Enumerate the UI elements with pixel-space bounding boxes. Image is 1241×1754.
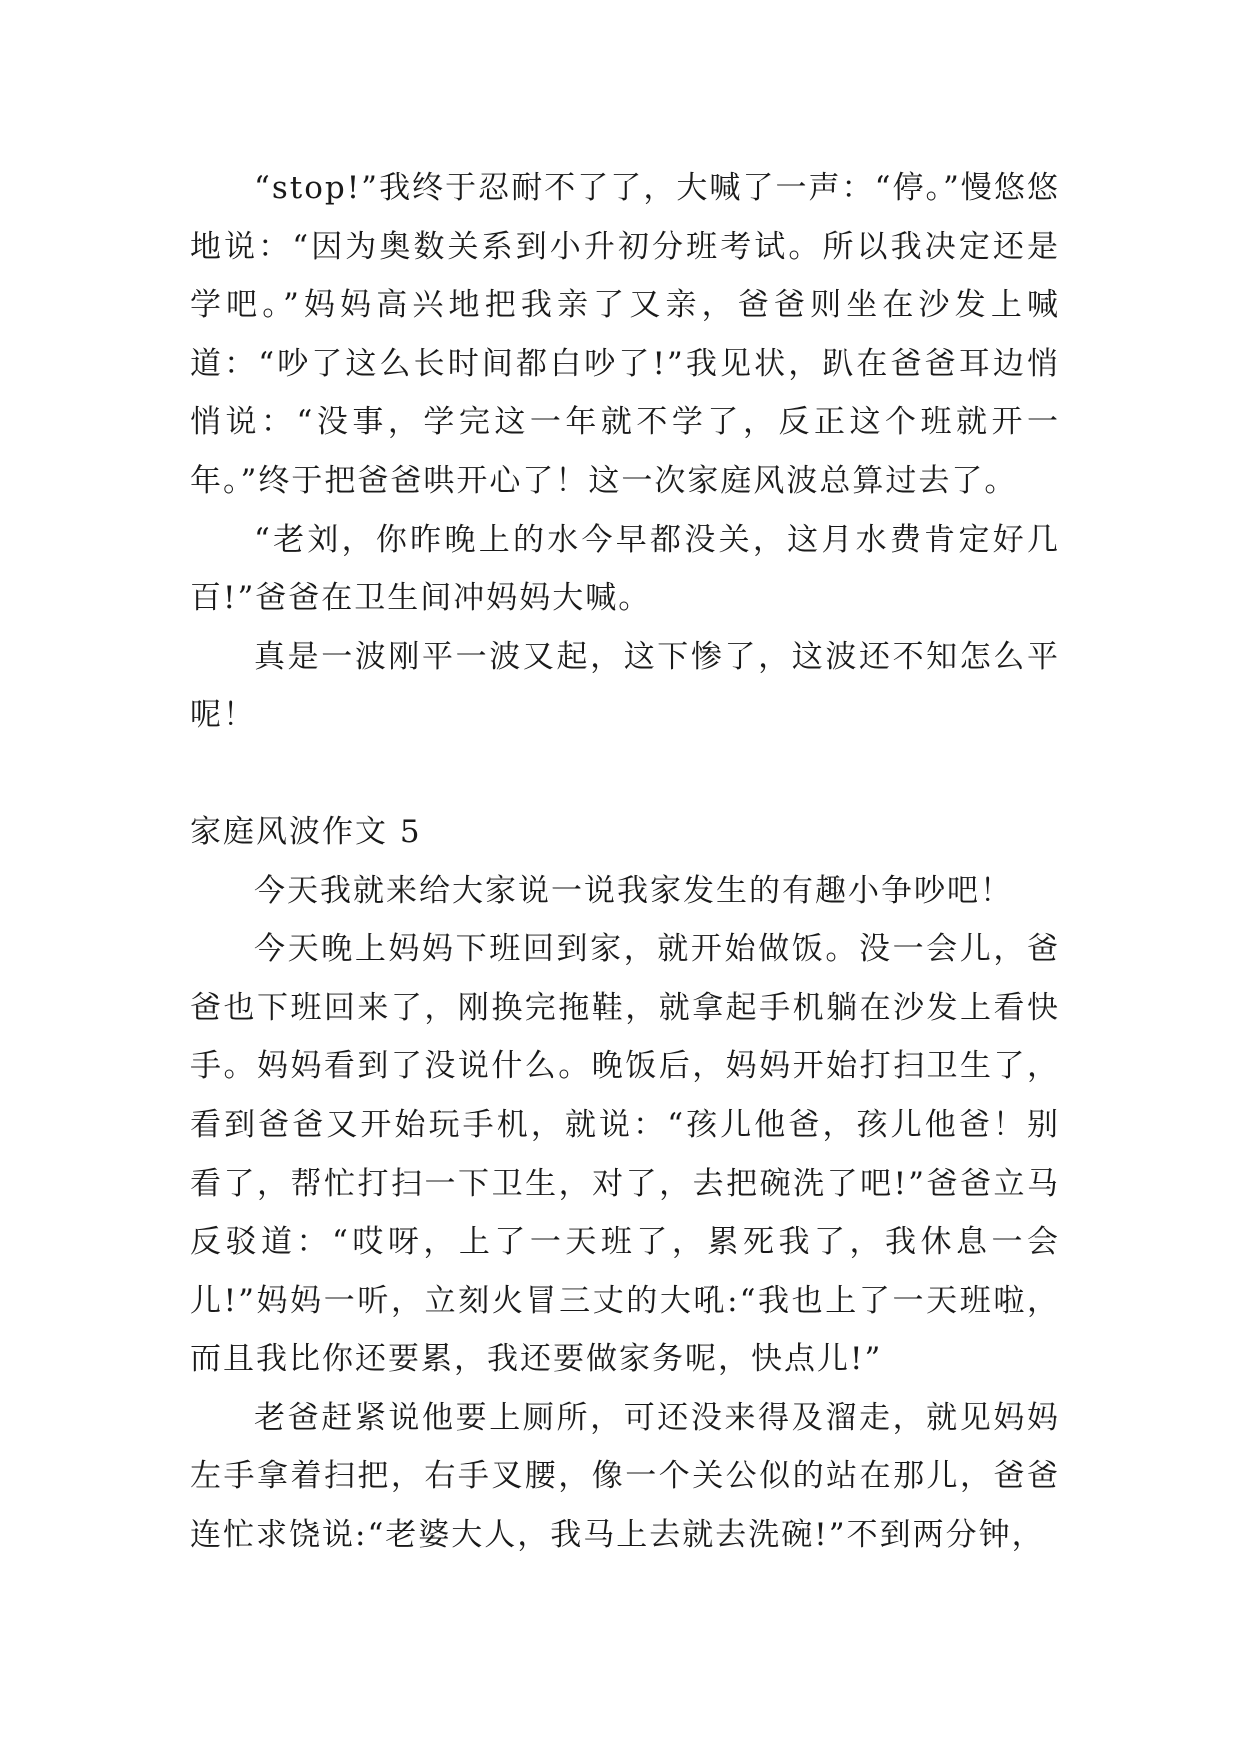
paragraph: 今天我就来给大家说一说我家发生的有趣小争吵吧！ [254,872,1013,909]
paragraph: “stop!”我终于忍耐不了了，大喊了一声：“停。”慢悠悠地说：“因为奥数关系到小升初分班考试。所以我决定还是学吧。”妈妈高兴地把我亲了又亲，爸爸则坐在沙发上喊道：“吵了这么长时间都白吵了!”我见状，趴在爸爸耳边悄悄说：“没事，学完这一年就不学了，反正这个班就开一年。”终于把爸爸哄开心了！这一次家庭风波总算过去了。 [190,170,1060,499]
paragraph: 今天晚上妈妈下班回到家，就开始做饭。没一会儿，爸爸也下班回来了，刚换完拖鞋，就拿起手机躺在沙发上看快手。妈妈看到了没说什么。晚饭后，妈妈开始打扫卫生了，看到爸爸又开始玩手机，就说：“孩儿他爸，孩儿他爸！别看了，帮忙打扫一下卫生，对了，去把碗洗了吧!”爸爸立马反驳道：“哎呀，上了一天班了，累死我了，我休息一会儿!”妈妈一听，立刻火冒三丈的大吼:“我也上了一天班啦，而且我比你还要累，我还要做家务呢，快点儿!” [190,931,1060,1378]
paragraph: 老爸赶紧说他要上厕所，可还没来得及溜走，就见妈妈左手拿着扫把，右手叉腰，像一个关公似的站在那儿，爸爸连忙求饶说:“老婆大人，我马上去就去洗碗!”不到两分钟， [190,1399,1060,1554]
document-body [190,159,1060,1565]
section-gap [190,745,1060,803]
paragraph: 真是一波刚平一波又起，这下惨了，这波还不知怎么平呢！ [190,638,1060,734]
paragraph: “老刘，你昨晚上的水今早都没关，这月水费肯定好几百!”爸爸在卫生间冲妈妈大喊。 [190,521,1060,617]
section-heading: 家庭风波作文 5 [190,813,422,850]
